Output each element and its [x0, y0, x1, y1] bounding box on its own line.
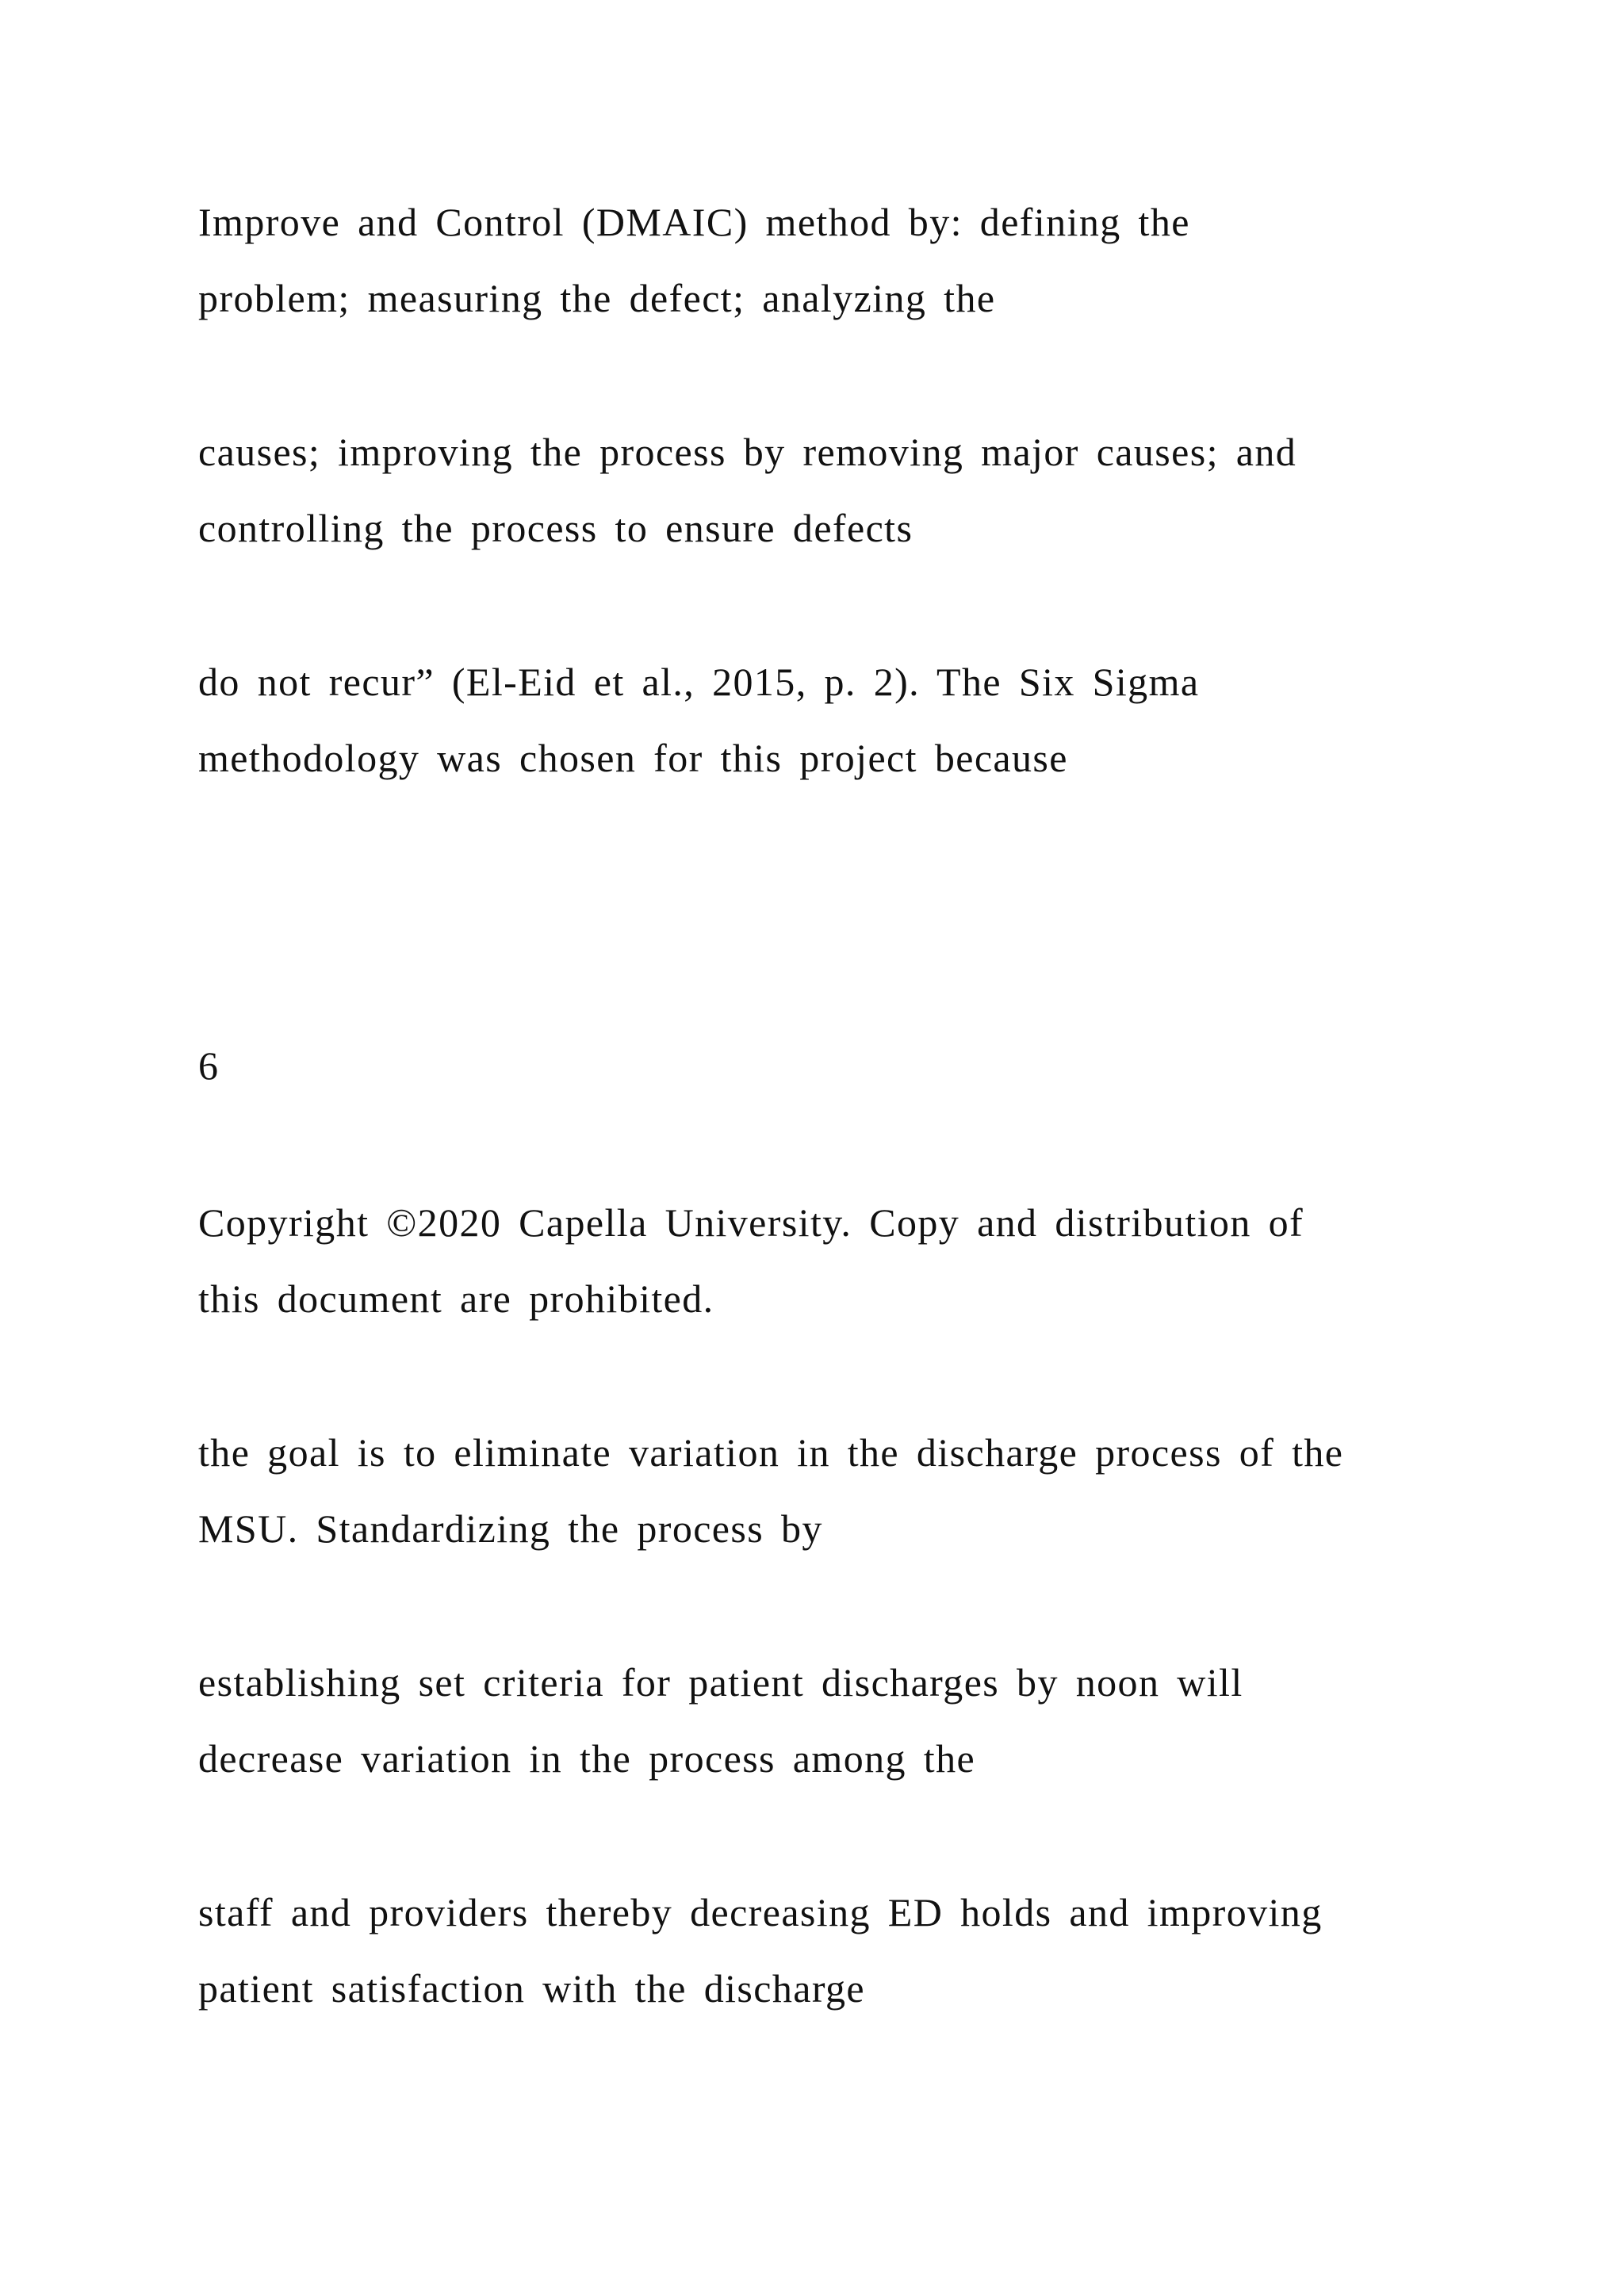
page-number: 6 [198, 1043, 218, 1088]
paragraph-1-line-2: problem; measuring the defect; analyzing the [198, 276, 996, 320]
paragraph-4-line-1: the goal is to eliminate variation in the discharge process of the [198, 1430, 1344, 1475]
paragraph-5-line-2: decrease variation in the process among the [198, 1736, 976, 1781]
paragraph-5-line-1: establishing set criteria for patient discharges by noon will [198, 1660, 1243, 1705]
paragraph-3-line-2: methodology was chosen for this project because [198, 736, 1068, 780]
paragraph-4-line-2: MSU. Standardizing the process by [198, 1506, 823, 1551]
paragraph-1-line-1: Improve and Control (DMAIC) method by: defining the [198, 200, 1190, 244]
paragraph-6-line-1: staff and providers thereby decreasing ED holds and improving [198, 1890, 1323, 1934]
copyright-line-2: this document are prohibited. [198, 1276, 714, 1321]
paragraph-2-line-1: causes; improving the process by removing major causes; and [198, 430, 1297, 474]
copyright-line-1: Copyright ©2020 Capella University. Copy and distribution of [198, 1200, 1304, 1245]
paragraph-6-line-2: patient satisfaction with the discharge [198, 1966, 866, 2011]
paragraph-2-line-2: controlling the process to ensure defects [198, 506, 914, 550]
paragraph-3-line-1: do not recur” (El-Eid et al., 2015, p. 2). The Six Sigma [198, 660, 1200, 704]
